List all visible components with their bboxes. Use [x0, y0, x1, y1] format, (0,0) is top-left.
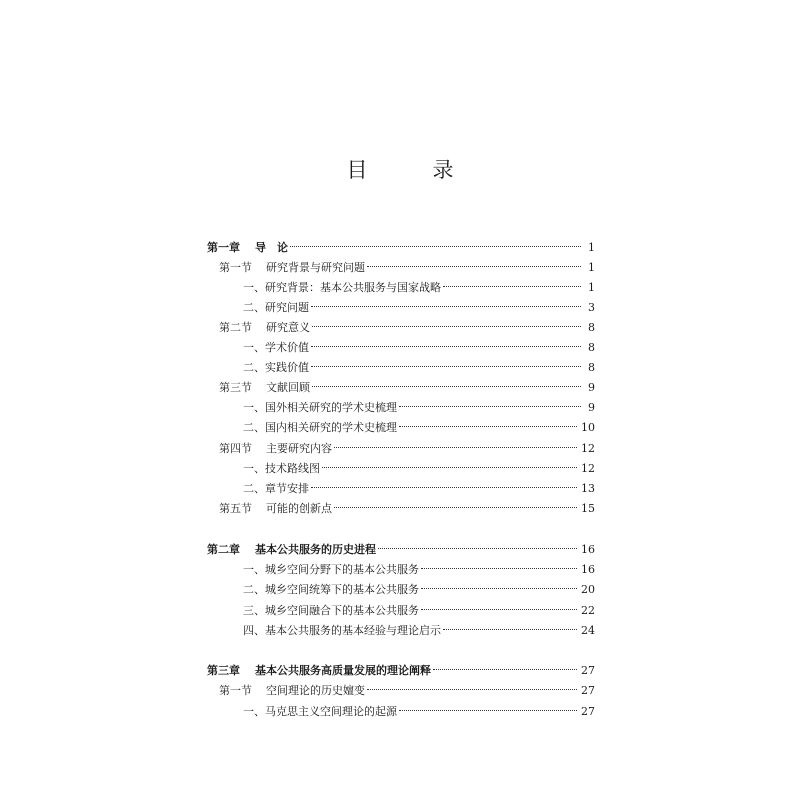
dot-leader	[367, 265, 581, 267]
entry-title: 二、国内相关研究的学术史梳理	[243, 421, 397, 434]
toc-entry-section	[219, 500, 595, 518]
entry-title: 导 论	[255, 241, 288, 254]
toc-entry-sub	[243, 460, 595, 478]
toc-entry-sub	[243, 581, 595, 599]
section-number: 第一节	[219, 261, 252, 274]
dot-leader	[334, 506, 577, 508]
entry-title: 一、研究背景：基本公共服务与国家战略	[243, 281, 441, 294]
toc-entry-section	[219, 259, 595, 277]
page-number: 3	[588, 301, 595, 314]
page-number: 20	[581, 583, 595, 596]
entry-title: 一、城乡空间分野下的基本公共服务	[243, 563, 419, 576]
dot-leader	[312, 385, 581, 387]
entry-title: 三、城乡空间融合下的基本公共服务	[243, 604, 419, 617]
entry-title: 四、基本公共服务的基本经验与理论启示	[243, 624, 441, 637]
toc-entry-chapter	[207, 662, 595, 680]
dot-leader	[421, 567, 577, 569]
dot-leader	[443, 628, 577, 630]
dot-leader	[290, 245, 581, 247]
dot-leader	[311, 365, 581, 367]
toc-entry-sub	[243, 561, 595, 579]
toc-entry-section	[219, 440, 595, 458]
dot-leader	[443, 285, 581, 287]
section-number: 第一节	[219, 684, 252, 697]
page-number: 1	[588, 261, 595, 274]
entry-title: 空间理论的历史嬗变	[266, 684, 365, 697]
entry-title: 二、章节安排	[243, 482, 309, 495]
dot-leader	[311, 345, 581, 347]
toc-entry-sub	[243, 703, 595, 721]
page-title: 目 录	[346, 158, 476, 182]
entry-title: 一、马克思主义空间理论的起源	[243, 705, 397, 718]
toc-entry-sub	[243, 399, 595, 417]
section-number: 第五节	[219, 502, 252, 515]
dot-leader	[399, 405, 581, 407]
page-number: 1	[588, 281, 595, 294]
toc-entry-section	[219, 682, 595, 700]
page-number: 8	[588, 361, 595, 374]
toc-entry-chapter	[207, 239, 595, 257]
chapter-number: 第三章	[207, 664, 240, 677]
dot-leader	[378, 547, 577, 549]
entry-title: 基本公共服务的历史进程	[255, 543, 376, 556]
entry-title: 基本公共服务高质量发展的理论阐释	[255, 664, 431, 677]
page-number: 16	[581, 543, 595, 556]
page-number: 9	[588, 381, 595, 394]
page-number: 12	[581, 462, 595, 475]
section-number: 第四节	[219, 442, 252, 455]
toc-entry-chapter	[207, 541, 595, 559]
page-number: 27	[581, 664, 595, 677]
entry-title: 二、研究问题	[243, 301, 309, 314]
entry-title: 二、城乡空间统筹下的基本公共服务	[243, 583, 419, 596]
toc-entry-sub	[243, 339, 595, 357]
entry-title: 可能的创新点	[266, 502, 332, 515]
toc-entry-sub	[243, 359, 595, 377]
toc-entry-sub	[243, 622, 595, 640]
entry-title: 一、技术路线图	[243, 462, 320, 475]
dot-leader	[334, 446, 577, 448]
page-number: 27	[581, 705, 595, 718]
entry-title: 研究意义	[266, 321, 310, 334]
page-number: 27	[581, 684, 595, 697]
toc-entry-section	[219, 319, 595, 337]
entry-title: 二、实践价值	[243, 361, 309, 374]
page-number: 9	[588, 401, 595, 414]
toc-entry-section	[219, 379, 595, 397]
toc-entry-sub	[243, 279, 595, 297]
dot-leader	[311, 486, 577, 488]
entry-title: 文献回顾	[266, 381, 310, 394]
toc-entry-sub	[243, 602, 595, 620]
entry-title: 主要研究内容	[266, 442, 332, 455]
toc-entry-sub	[243, 299, 595, 317]
dot-leader	[399, 425, 577, 427]
dot-leader	[433, 668, 577, 670]
page-number: 22	[581, 604, 595, 617]
page-number: 15	[581, 502, 595, 515]
dot-leader	[399, 709, 577, 711]
toc-entry-sub	[243, 480, 595, 498]
page-number: 1	[588, 241, 595, 254]
dot-leader	[322, 466, 577, 468]
dot-leader	[367, 688, 577, 690]
chapter-number: 第一章	[207, 241, 240, 254]
page-number: 16	[581, 563, 595, 576]
dot-leader	[311, 305, 581, 307]
page-number: 13	[581, 482, 595, 495]
entry-title: 一、国外相关研究的学术史梳理	[243, 401, 397, 414]
page-number: 8	[588, 341, 595, 354]
entry-title: 一、学术价值	[243, 341, 309, 354]
dot-leader	[421, 608, 577, 610]
page-number: 8	[588, 321, 595, 334]
toc-entry-sub	[243, 419, 595, 437]
dot-leader	[421, 587, 577, 589]
page-number: 10	[581, 421, 595, 434]
page-number: 24	[581, 624, 595, 637]
entry-title: 研究背景与研究问题	[266, 261, 365, 274]
section-number: 第二节	[219, 321, 252, 334]
chapter-number: 第二章	[207, 543, 240, 556]
page-number: 12	[581, 442, 595, 455]
section-number: 第三节	[219, 381, 252, 394]
dot-leader	[312, 325, 581, 327]
